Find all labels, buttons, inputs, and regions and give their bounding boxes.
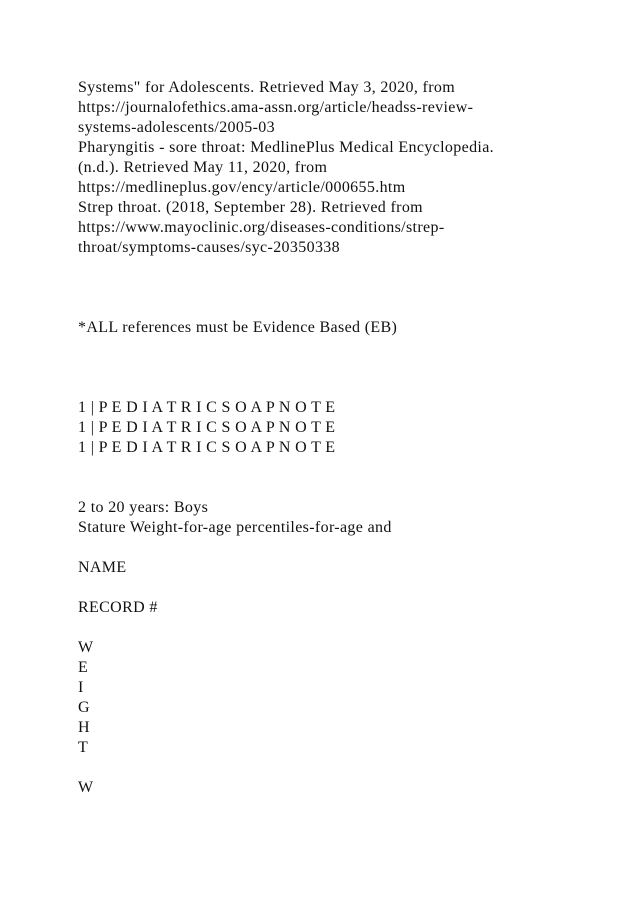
chart-header-subtitle: Stature Weight-for-age percentiles-for-age and xyxy=(78,519,392,536)
page-footer: 1 | P E D I A T R I C S O A P N O T E xyxy=(78,419,336,436)
name-field-label: NAME xyxy=(78,559,127,576)
evidence-based-note: *ALL references must be Evidence Based (EB) xyxy=(78,319,398,336)
reference-line: Pharyngitis - sore throat: MedlinePlus Medical Encyclopedia. xyxy=(78,139,495,156)
page-footer: 1 | P E D I A T R I C S O A P N O T E xyxy=(78,399,336,416)
chart-header-title: 2 to 20 years: Boys xyxy=(78,499,209,516)
reference-line: Strep throat. (2018, September 28). Retrieved from xyxy=(78,199,423,216)
vertical-letter: H xyxy=(78,719,90,736)
vertical-letter: I xyxy=(78,679,84,696)
vertical-letter: W xyxy=(78,639,94,656)
reference-url[interactable]: https://journalofethics.ama-assn.org/article/headss-review- xyxy=(78,99,474,116)
vertical-letter: T xyxy=(78,739,89,756)
record-field-label: RECORD # xyxy=(78,599,158,616)
reference-url[interactable]: throat/symptoms-causes/syc-20350338 xyxy=(78,239,340,256)
reference-line: Systems" for Adolescents. Retrieved May 3, 2020, from xyxy=(78,79,456,96)
reference-url[interactable]: https://www.mayoclinic.org/diseases-conditions/strep- xyxy=(78,219,445,236)
vertical-letter: W xyxy=(78,779,94,796)
reference-url[interactable]: systems-adolescents/2005-03 xyxy=(78,119,275,136)
page-footer: 1 | P E D I A T R I C S O A P N O T E xyxy=(78,439,336,456)
reference-url[interactable]: https://medlineplus.gov/ency/article/000655.htm xyxy=(78,179,406,196)
reference-line: (n.d.). Retrieved May 11, 2020, from xyxy=(78,159,328,176)
vertical-letter: E xyxy=(78,659,89,676)
vertical-letter: G xyxy=(78,699,90,716)
